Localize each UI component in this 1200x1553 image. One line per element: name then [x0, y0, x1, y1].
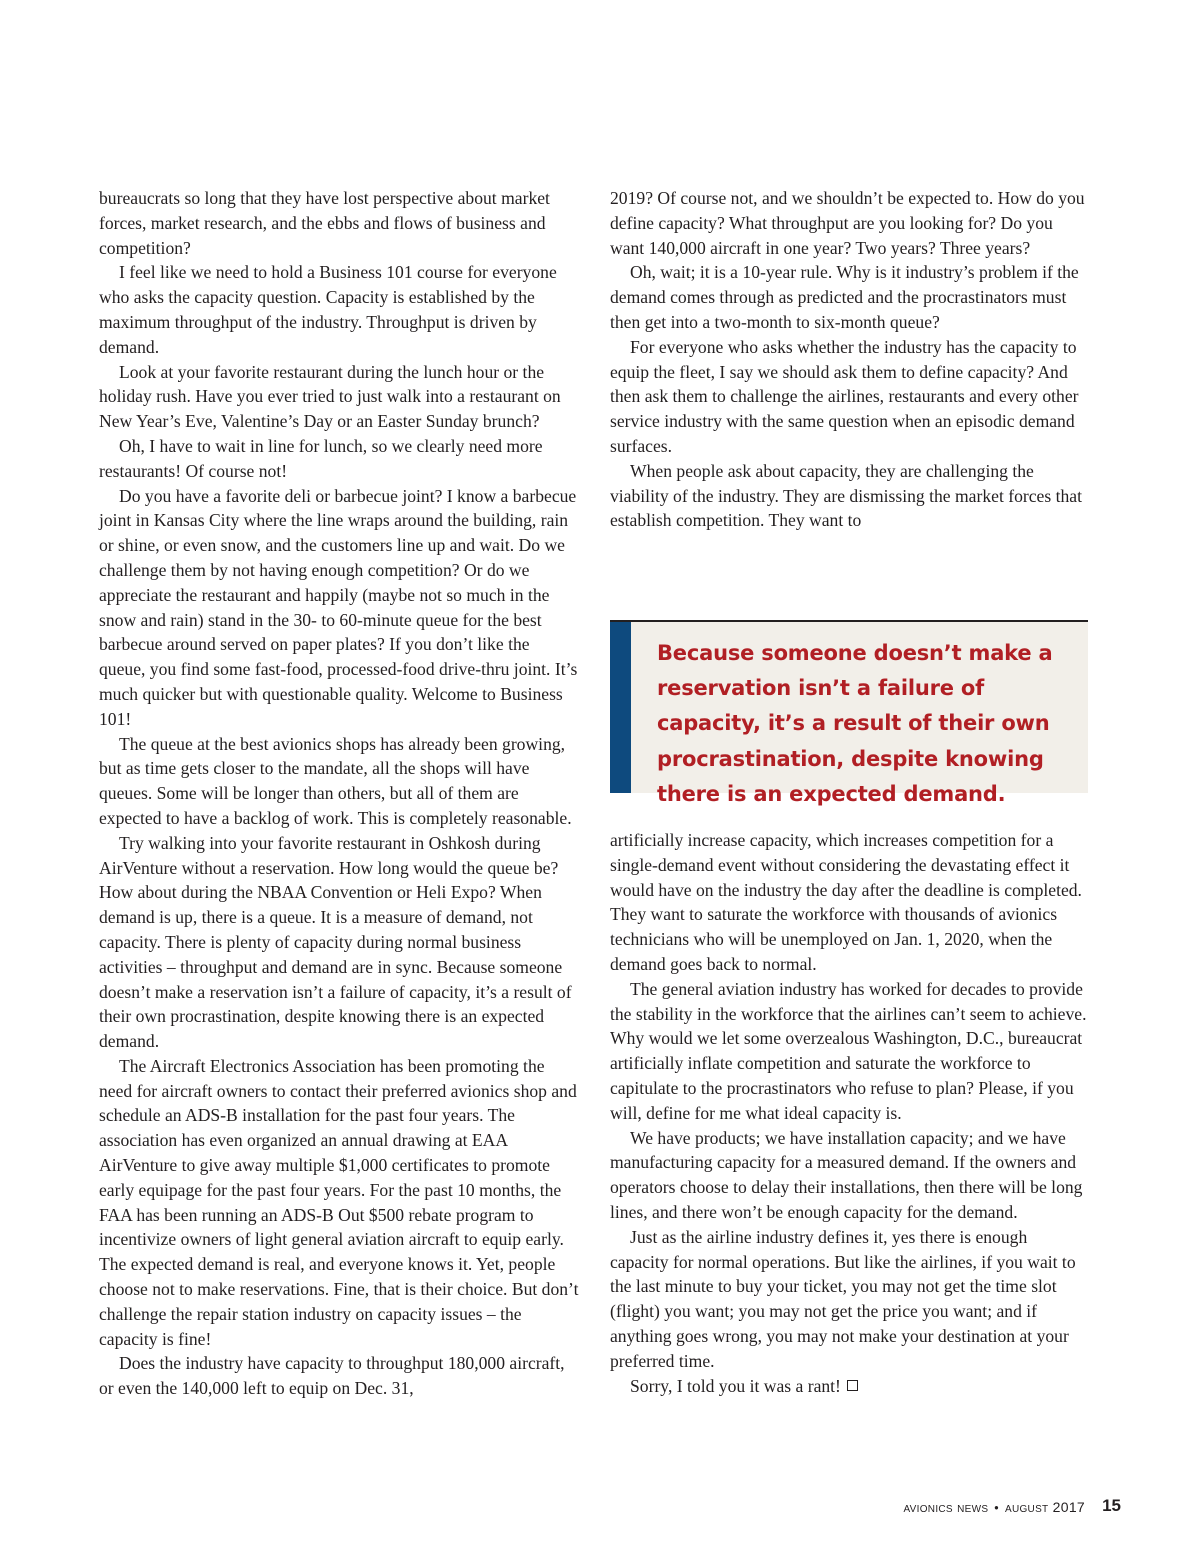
paragraph: Do you have a favorite deli or barbecue joint? I know a barbecue joint in Kansas City where the line wraps around the building, rain or shine, or even snow, and the customers line up and wait. Do we challenge them by not having enough competition? Or do we appreciate the restaurant and happily (maybe not so much in the snow and rain) stand in the 30- to 60-minute queue for the best barbecue around served on paper plates? If you don’t like the queue, you find some fast-food, processed-food drive-thru joint. It’s much quicker but with questionable quality. Welcome to Business 101! [99, 485, 578, 729]
paragraph: Does the industry have capacity to throughput 180,000 aircraft, or even the 140,000 left to equip on Dec. 31, [99, 1353, 565, 1399]
closing-text: Sorry, I told you it was a rant! [630, 1375, 841, 1396]
paragraph: Look at your favorite restaurant during the lunch hour or the holiday rush. Have you ever tried to just walk into a restaurant on New Year’s Eve, Valentine’s Day or an Easter Sunday brunch? [99, 361, 561, 432]
paragraph: For everyone who asks whether the industry has the capacity to equip the fleet, I say we should ask them to define capacity? And then ask them to challenge the airlines, restaurants and every other service industry with the same question when an episodic demand surfaces. [610, 336, 1079, 456]
paragraph: I feel like we need to hold a Business 101 course for everyone who asks the capacity question. Capacity is established by the maximum throughput of the industry. Throughput is driven by demand. [99, 262, 557, 357]
article-column-right-top [610, 186, 1088, 533]
pull-quote-text: Because someone doesn’t make a reservation isn’t a failure of capacity, it’s a result of their own procrastination, despite knowing there is an expected demand. [657, 641, 1053, 806]
issue-date: august 2017 [1004, 1499, 1085, 1515]
page-footer [903, 1499, 1085, 1515]
page-number: 15 [1102, 1496, 1121, 1515]
article-column-left [99, 186, 579, 1401]
paragraph: The Aircraft Electronics Association has been promoting the need for aircraft owners to contact their preferred avionics shop and schedule an ADS-B installation for the past four years. The association has even organized an annual drawing at EAA AirVenture to give away multiple $1,000 certificates to promote early equipage for the past four years. For the past 10 months, the FAA has been running an ADS-B Out $500 rebate program to incentivize owners of light general aviation aircraft to equip early. The expected demand is real, and everyone knows it. Yet, people choose not to make reservations. Fine, that is their choice. But don’t challenge the repair station industry on capacity issues – the capacity is fine! [99, 1055, 579, 1349]
paragraph: 2019? Of course not, and we shouldn’t be expected to. How do you define capacity? What throughput are you looking for? Do you want 140,000 aircraft in one year? Two years? Three years? [610, 188, 1085, 258]
article-column-right-bottom [610, 828, 1088, 1398]
paragraph: Just as the airline industry defines it, yes there is enough capacity for normal operations. But like the airlines, if you wait to the last minute to buy your ticket, you may not get the time slot (flight) you want; you may not get the price you want; and if anything goes wrong, you may not make your destination at your preferred time. [610, 1226, 1076, 1371]
paragraph: We have products; we have installation capacity; and we have manufacturing capacity for a measured demand. If the owners and operators choose to delay their installations, then there will be long lines, and there won’t be enough capacity for the demand. [610, 1127, 1083, 1222]
paragraph: Oh, I have to wait in line for lunch, so we clearly need more restaurants! Of course not! [99, 435, 543, 481]
publication-name: avionics news [903, 1499, 989, 1515]
paragraph: bureaucrats so long that they have lost perspective about market forces, market research, and the ebbs and flows of business and competition? [99, 188, 550, 258]
paragraph: Oh, wait; it is a 10-year rule. Why is it industry’s problem if the demand comes through as predicted and the procrastinators must then get into a two-month to six-month queue? [610, 262, 1079, 332]
paragraph-closing [610, 1374, 1088, 1399]
pull-quote [610, 620, 1088, 806]
paragraph: Try walking into your favorite restaurant in Oshkosh during AirVenture without a reservation. How long would the queue be? How about during the NBAA Convention or Heli Expo? When demand is up, there is a queue. It is a measure of demand, not capacity. There is plenty of capacity during normal business activities – throughput and demand are in sync. Because someone doesn’t make a reservation isn’t a failure of capacity, it’s a result of their own procrastination, despite knowing there is an expected demand. [99, 832, 572, 1052]
end-of-article-square-icon [847, 1380, 858, 1391]
paragraph: artificially increase capacity, which increases competition for a single-demand event without considering the devastating effect it would have on the industry the day after the deadline is completed. They want to saturate the workforce with thousands of avionics technicians who will be unemployed on Jan. 1, 2020, when the demand goes back to normal. [610, 830, 1082, 974]
paragraph: The general aviation industry has worked for decades to provide the stability in the workforce that the airlines can’t seem to achieve. Why would we let some overzealous Washington, D.C., bureaucrat artificially inflate competition and saturate the workforce to capitulate to the procrastinators who refuse to plan? Please, if you will, define for me what ideal capacity is. [610, 978, 1087, 1123]
pull-quote-accent-bar [610, 622, 631, 793]
paragraph: When people ask about capacity, they are challenging the viability of the industry. They are dismissing the market forces that establish competition. They want to [610, 460, 1082, 531]
paragraph: The queue at the best avionics shops has already been growing, but as time gets closer to the mandate, all the shops will have queues. Some will be longer than others, but all of them are expected to have a backlog of work. This is completely reasonable. [99, 733, 572, 828]
footer-separator: • [994, 1501, 999, 1515]
